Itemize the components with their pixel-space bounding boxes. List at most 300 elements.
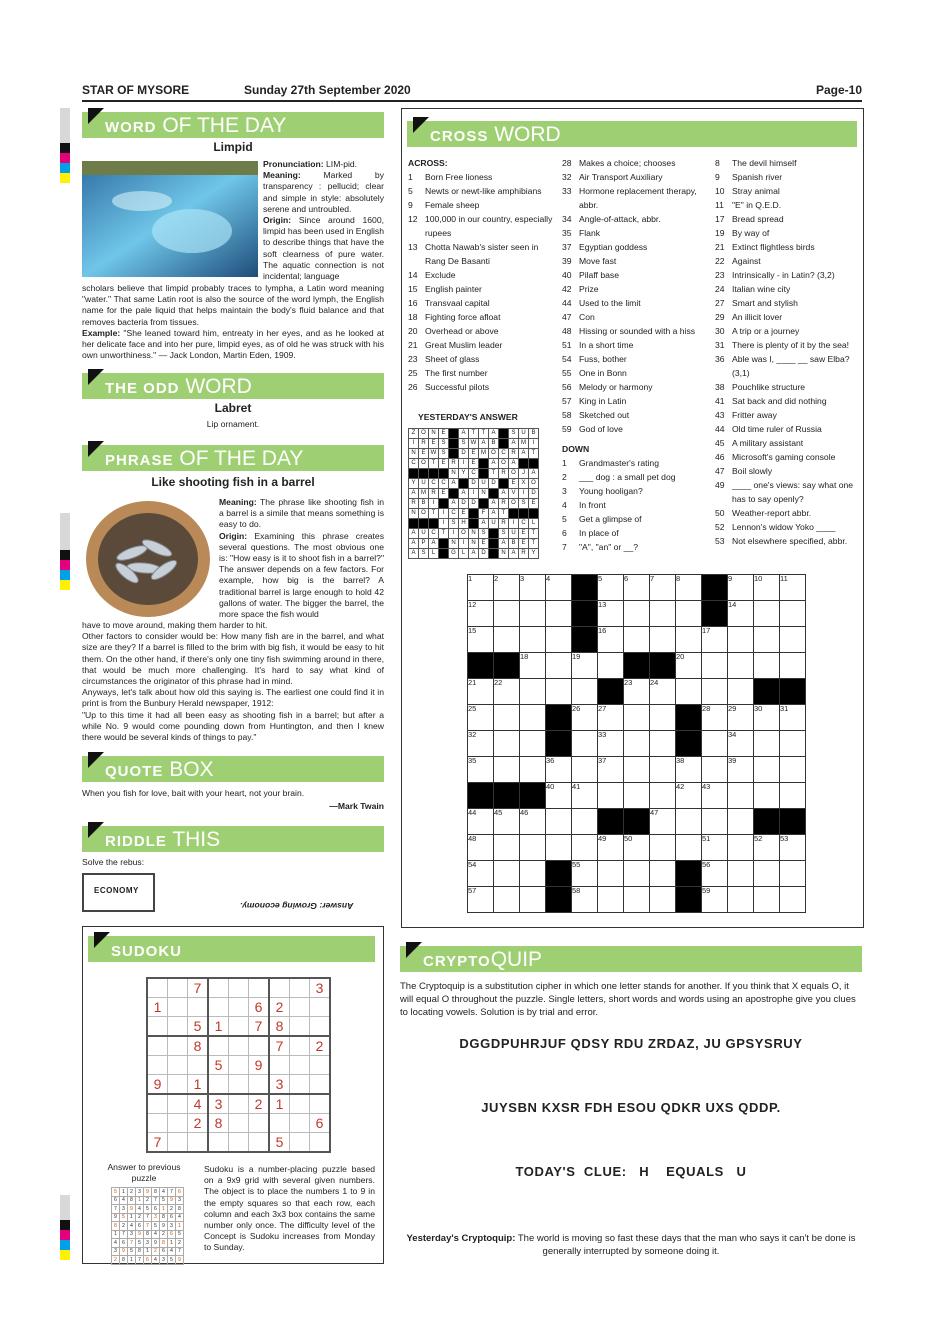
across-title: ACROSS:	[408, 158, 448, 168]
clue-item: 43 Fritter away	[715, 410, 777, 420]
crossword-cell[interactable]	[780, 887, 806, 913]
sudoku-cell[interactable]	[168, 1114, 188, 1133]
answer-cell: 1	[136, 1196, 144, 1205]
sudoku-cell[interactable]	[147, 1094, 168, 1114]
answer-cell: 7	[168, 1188, 176, 1197]
crossword-cell[interactable]: 9	[728, 575, 754, 601]
answer-cell: 9	[136, 1230, 144, 1239]
crossword-cell[interactable]	[702, 731, 728, 757]
crossword-cell[interactable]	[624, 627, 650, 653]
black-square	[520, 783, 546, 809]
sudoku-cell[interactable]	[290, 1094, 310, 1114]
crossword-cell[interactable]	[728, 861, 754, 887]
crossword-cell[interactable]: 52	[754, 835, 780, 861]
crossword-cell[interactable]: 12	[468, 601, 494, 627]
crossword-cell[interactable]	[676, 601, 702, 627]
crossword-cell[interactable]	[546, 627, 572, 653]
answer-cell: 3	[112, 1247, 120, 1256]
crossword-cell[interactable]	[624, 757, 650, 783]
crossword-cell[interactable]: 23	[624, 679, 650, 705]
clue-item: 18 Fighting force afloat	[408, 312, 501, 322]
sudoku-cell[interactable]	[168, 1094, 188, 1114]
crossword-cell[interactable]	[780, 653, 806, 679]
crossword-cell[interactable]	[754, 861, 780, 887]
crossword-cell[interactable]	[598, 887, 624, 913]
answer-cell: D	[529, 489, 539, 499]
sudoku-cell[interactable]	[290, 1056, 310, 1075]
crossword-cell[interactable]: 44	[468, 809, 494, 835]
black-square	[676, 705, 702, 731]
answer-cell: 9	[112, 1213, 120, 1222]
answer-cell: U	[419, 529, 429, 539]
answer-cell: O	[509, 499, 519, 509]
crossword-cell[interactable]: 36	[546, 757, 572, 783]
black-square	[479, 459, 489, 469]
sudoku-cell[interactable]	[229, 1094, 249, 1114]
clue-item: 4 In front	[562, 500, 606, 510]
crossword-cell[interactable]: 55	[572, 861, 598, 887]
answer-cell: X	[519, 479, 529, 489]
crossword-cell[interactable]	[728, 627, 754, 653]
color-registration-mark	[60, 1220, 70, 1260]
black-square	[494, 783, 520, 809]
crossword-cell[interactable]	[572, 679, 598, 705]
crossword-cell[interactable]: 25	[468, 705, 494, 731]
crossword-cell[interactable]	[520, 757, 546, 783]
crossword-cell[interactable]: 54	[468, 861, 494, 887]
sudoku-cell: 2	[188, 1114, 209, 1133]
answer-cell: 2	[120, 1222, 128, 1231]
crossword-cell[interactable]	[754, 757, 780, 783]
black-square	[529, 509, 539, 519]
page-header	[82, 80, 862, 102]
sudoku-cell[interactable]	[229, 978, 249, 998]
sudoku-cell[interactable]	[229, 998, 249, 1017]
crossword-cell[interactable]: 45	[494, 809, 520, 835]
sudoku-cell[interactable]	[208, 1133, 229, 1153]
clue-item: 17 Bread spread	[715, 214, 784, 224]
answer-cell: 1	[128, 1213, 136, 1222]
crossword-cell[interactable]	[546, 679, 572, 705]
crossword-cell[interactable]: 49	[598, 835, 624, 861]
crossword-cell[interactable]: 43	[702, 783, 728, 809]
crossword-cell[interactable]: 42	[676, 783, 702, 809]
crossword-cell[interactable]	[754, 783, 780, 809]
crossword-cell[interactable]	[780, 731, 806, 757]
crossword-cell[interactable]: 41	[572, 783, 598, 809]
clue-item: 24 Italian wine city	[715, 284, 791, 294]
crossword-cell[interactable]: 5	[598, 575, 624, 601]
crossword-cell[interactable]	[650, 783, 676, 809]
answer-cell: Y	[529, 549, 539, 559]
answer-cell: 6	[152, 1205, 160, 1214]
crossword-cell[interactable]: 24	[650, 679, 676, 705]
cryptoquip-clue: TODAY'S CLUE: H EQUALS U	[515, 1164, 747, 1179]
crossword-cell[interactable]	[780, 783, 806, 809]
clue-item: 9 Female sheep	[408, 200, 480, 210]
crossword-cell[interactable]: 20	[676, 653, 702, 679]
sudoku-cell: 1	[269, 1094, 290, 1114]
answer-cell: A	[479, 519, 489, 529]
sudoku-cell[interactable]	[168, 1133, 188, 1153]
crossword-cell[interactable]	[520, 887, 546, 913]
sudoku-cell[interactable]	[208, 978, 229, 998]
crossword-cell[interactable]	[494, 731, 520, 757]
quote-bar: QUOTE BOX	[82, 756, 384, 782]
crossword-cell[interactable]	[520, 601, 546, 627]
sudoku-cell[interactable]	[290, 998, 310, 1017]
answer-cell: M	[419, 489, 429, 499]
sudoku-cell[interactable]	[229, 1017, 249, 1037]
crossword-cell[interactable]	[728, 783, 754, 809]
sudoku-cell[interactable]	[290, 1114, 310, 1133]
crossword-cell[interactable]	[780, 757, 806, 783]
sudoku-cell[interactable]	[290, 978, 310, 998]
crossword-cell[interactable]: 22	[494, 679, 520, 705]
crossword-cell[interactable]	[572, 835, 598, 861]
answer-cell: A	[499, 539, 509, 549]
crossword-cell[interactable]	[624, 887, 650, 913]
crossword-cell[interactable]	[650, 835, 676, 861]
sudoku-cell: 5	[188, 1017, 209, 1037]
crossword-cell[interactable]	[598, 653, 624, 679]
crossword-cell[interactable]	[728, 653, 754, 679]
crossword-cell[interactable]: 38	[676, 757, 702, 783]
answer-cell: A	[529, 469, 539, 479]
crossword-cell[interactable]: 6	[624, 575, 650, 601]
crossword-cell[interactable]	[754, 731, 780, 757]
answer-cell: A	[409, 529, 419, 539]
answer-cell: D	[489, 479, 499, 489]
crossword-cell[interactable]	[520, 861, 546, 887]
crossword-cell[interactable]	[494, 835, 520, 861]
answer-cell: 2	[136, 1213, 144, 1222]
riddle-bar: RIDDLE THIS	[82, 826, 384, 852]
answer-cell: O	[499, 459, 509, 469]
clue-item: 42 Prize	[562, 284, 599, 294]
clue-item: 7 "A", "an" or __?	[562, 542, 639, 552]
answer-cell: I	[429, 499, 439, 509]
clue-item: 33 Hormone replacement therapy, abbr.	[562, 186, 697, 210]
odd-word-title: Labret	[214, 401, 252, 415]
sudoku-cell[interactable]	[310, 1075, 331, 1095]
crossword-cell[interactable]	[702, 679, 728, 705]
crossword-cell[interactable]	[650, 627, 676, 653]
crossword-cell[interactable]	[754, 627, 780, 653]
sudoku-cell[interactable]	[168, 1036, 188, 1056]
sudoku-cell[interactable]	[229, 1133, 249, 1153]
answer-cell: 4	[168, 1247, 176, 1256]
crossword-cell[interactable]: 28	[702, 705, 728, 731]
answer-cell: A	[449, 479, 459, 489]
crossword-cell[interactable]: 31	[780, 705, 806, 731]
crossword-cell[interactable]	[624, 783, 650, 809]
sudoku-cell[interactable]	[249, 1133, 270, 1153]
sudoku-cell[interactable]	[168, 1056, 188, 1075]
clues-down-col3	[715, 156, 857, 548]
black-square	[469, 519, 479, 529]
crossword-cell[interactable]: 26	[572, 705, 598, 731]
riddle-answer: Answer: Growing economy.	[240, 901, 354, 912]
sudoku-cell[interactable]	[229, 1036, 249, 1056]
answer-cell: L	[529, 519, 539, 529]
answer-cell: L	[429, 549, 439, 559]
crossword-cell[interactable]: 8	[676, 575, 702, 601]
sudoku-cell[interactable]	[147, 1036, 168, 1056]
crossword-cell[interactable]	[494, 601, 520, 627]
word-origin-continued: scholars believe that limpid probably traces to lympha, a Latin word meaning "water." That same Latin root is also the source of the word lymph, the English name for the pale liquid that helps maintain the body's fluid balance and that removes bacteria from tissues.	[82, 283, 384, 327]
sudoku-cell[interactable]	[168, 1075, 188, 1095]
crossword-cell[interactable]: 48	[468, 835, 494, 861]
answer-cell: 3	[176, 1196, 184, 1205]
crossword-cell[interactable]: 51	[702, 835, 728, 861]
sudoku-cell[interactable]	[229, 1056, 249, 1075]
crossword-cell[interactable]	[728, 835, 754, 861]
crossword-cell[interactable]: 7	[650, 575, 676, 601]
crossword-cell[interactable]	[572, 757, 598, 783]
crossword-cell[interactable]: 17	[702, 627, 728, 653]
answer-cell: R	[419, 439, 429, 449]
sudoku-cell[interactable]	[188, 1133, 209, 1153]
crossword-cell[interactable]: 35	[468, 757, 494, 783]
clue-item: 16 Transvaal capital	[408, 298, 490, 308]
clue-item: 32 Air Transport Auxiliary	[562, 172, 663, 182]
phrase-bar: PHRASE OF THE DAY	[82, 445, 384, 471]
word-example: Example: "She leaned toward him, entreaty in her eyes, and as he looked at her delicate face and into her pure, limpid eyes, as of old he was struck with his own unworthiness." — Jack London, Martin Eden, 1909.	[82, 328, 384, 361]
sudoku-cell: 6	[310, 1114, 331, 1133]
answer-cell: T	[479, 429, 489, 439]
answer-cell: 2	[168, 1205, 176, 1214]
sudoku-cell[interactable]	[310, 1133, 331, 1153]
crossword-cell[interactable]: 34	[728, 731, 754, 757]
crossword-cell[interactable]: 4	[546, 575, 572, 601]
sudoku-cell[interactable]	[168, 978, 188, 998]
answer-cell: I	[529, 439, 539, 449]
crossword-cell[interactable]: 1	[468, 575, 494, 601]
sudoku-cell[interactable]	[208, 1075, 229, 1095]
sudoku-cell[interactable]	[269, 1056, 290, 1075]
crossword-cell[interactable]: 10	[754, 575, 780, 601]
crossword-cell[interactable]	[572, 809, 598, 835]
sudoku-cell[interactable]	[208, 1036, 229, 1056]
sudoku-cell[interactable]	[188, 998, 209, 1017]
crossword-cell[interactable]: 15	[468, 627, 494, 653]
sudoku-cell[interactable]	[310, 1017, 331, 1037]
crossword-cell[interactable]: 11	[780, 575, 806, 601]
crossword-cell[interactable]	[780, 627, 806, 653]
odd-word-bar: THE ODD WORD	[82, 373, 384, 399]
crossword-cell[interactable]: 47	[650, 809, 676, 835]
black-square	[494, 653, 520, 679]
crossword-cell[interactable]: 59	[702, 887, 728, 913]
crossword-cell[interactable]	[676, 627, 702, 653]
crossword-cell[interactable]: 58	[572, 887, 598, 913]
crossword-cell[interactable]	[624, 601, 650, 627]
crossword-cell[interactable]	[676, 835, 702, 861]
sudoku-cell[interactable]	[147, 1017, 168, 1037]
crossword-cell[interactable]	[754, 601, 780, 627]
crossword-cell[interactable]	[598, 861, 624, 887]
crossword-cell[interactable]: 21	[468, 679, 494, 705]
answer-cell: B	[419, 499, 429, 509]
crossword-cell[interactable]: 56	[702, 861, 728, 887]
crossword-cell[interactable]	[546, 809, 572, 835]
crossword-cell[interactable]: 50	[624, 835, 650, 861]
crossword-cell[interactable]	[754, 887, 780, 913]
crossword-cell[interactable]	[494, 861, 520, 887]
sudoku-cell[interactable]	[249, 1075, 270, 1095]
yesterday-answer-grid	[408, 428, 539, 559]
sudoku-cell[interactable]	[249, 1114, 270, 1133]
answer-cell: 8	[160, 1213, 168, 1222]
crossword-cell[interactable]: 40	[546, 783, 572, 809]
crossword-cell[interactable]	[650, 887, 676, 913]
crossword-cell[interactable]	[624, 861, 650, 887]
sudoku-cell[interactable]	[269, 978, 290, 998]
crossword-cell[interactable]	[702, 757, 728, 783]
answer-cell: 3	[120, 1205, 128, 1214]
answer-cell: N	[469, 529, 479, 539]
crossword-cell[interactable]	[624, 705, 650, 731]
sudoku-cell[interactable]	[147, 1056, 168, 1075]
crossword-cell[interactable]	[494, 757, 520, 783]
sudoku-cell[interactable]	[188, 1056, 209, 1075]
crossword-cell[interactable]: 19	[572, 653, 598, 679]
crossword-cell[interactable]: 14	[728, 601, 754, 627]
answer-cell: 9	[120, 1247, 128, 1256]
answer-cell: 4	[112, 1239, 120, 1248]
sudoku-cell[interactable]	[290, 1036, 310, 1056]
answer-cell: C	[519, 519, 529, 529]
crossword-cell[interactable]	[520, 835, 546, 861]
sudoku-cell[interactable]	[310, 1094, 331, 1114]
crossword-cell[interactable]	[702, 653, 728, 679]
crossword-cell[interactable]: 2	[494, 575, 520, 601]
crossword-cell[interactable]	[572, 731, 598, 757]
crossword-cell[interactable]	[650, 757, 676, 783]
answer-cell: E	[509, 479, 519, 489]
crossword-cell[interactable]	[650, 705, 676, 731]
crossword-cell[interactable]	[728, 679, 754, 705]
answer-cell: Y	[409, 479, 419, 489]
answer-cell: H	[459, 519, 469, 529]
crossword-cell[interactable]	[494, 705, 520, 731]
sudoku-cell[interactable]	[290, 1017, 310, 1037]
clue-item: 23 Intrinsically - in Latin? (3,2)	[715, 270, 835, 280]
sudoku-cell[interactable]	[290, 1133, 310, 1153]
answer-cell: S	[509, 429, 519, 439]
crossword-cell[interactable]	[494, 887, 520, 913]
crossword-cell[interactable]: 18	[520, 653, 546, 679]
answer-cell: A	[509, 549, 519, 559]
crossword-cell[interactable]	[676, 809, 702, 835]
crossword-cell[interactable]	[702, 809, 728, 835]
crossword-cell[interactable]	[520, 705, 546, 731]
black-square	[546, 731, 572, 757]
answer-cell: 1	[144, 1247, 152, 1256]
crossword-cell[interactable]: 39	[728, 757, 754, 783]
crossword-cell[interactable]	[624, 731, 650, 757]
crossword-cell[interactable]	[676, 679, 702, 705]
crossword-cell[interactable]: 53	[780, 835, 806, 861]
answer-cell: 4	[160, 1188, 168, 1197]
clue-item: 9 Spanish river	[715, 172, 783, 182]
crossword-cell[interactable]	[754, 653, 780, 679]
sudoku-cell[interactable]	[168, 1017, 188, 1037]
crossword-cell[interactable]: 57	[468, 887, 494, 913]
answer-cell: S	[519, 499, 529, 509]
answer-cell: R	[519, 549, 529, 559]
crossword-cell[interactable]: 16	[598, 627, 624, 653]
crossword-cell[interactable]	[780, 601, 806, 627]
crossword-cell[interactable]	[650, 861, 676, 887]
crossword-cell[interactable]	[520, 627, 546, 653]
crossword-cell[interactable]	[650, 601, 676, 627]
crossword-cell[interactable]: 30	[754, 705, 780, 731]
sudoku-cell[interactable]	[249, 978, 270, 998]
sudoku-cell[interactable]	[229, 1075, 249, 1095]
sudoku-cell[interactable]	[168, 998, 188, 1017]
sudoku-cell[interactable]	[147, 1114, 168, 1133]
crossword-cell[interactable]	[780, 861, 806, 887]
crossword-cell[interactable]: 27	[598, 705, 624, 731]
sudoku-cell[interactable]	[290, 1075, 310, 1095]
black-square	[499, 429, 509, 439]
crossword-cell[interactable]: 3	[520, 575, 546, 601]
crossword-cell[interactable]: 32	[468, 731, 494, 757]
clue-item: 23 Sheet of glass	[408, 354, 480, 364]
sudoku-cell[interactable]	[229, 1114, 249, 1133]
sudoku-cell[interactable]	[310, 1056, 331, 1075]
sudoku-cell[interactable]	[147, 978, 168, 998]
clue-item: 45 A military assistant	[715, 438, 804, 448]
answer-cell: 7	[144, 1222, 152, 1231]
crossword-cell[interactable]	[494, 627, 520, 653]
crossword-cell[interactable]	[520, 679, 546, 705]
answer-cell: O	[489, 449, 499, 459]
black-square	[702, 601, 728, 627]
crossword-cell[interactable]	[520, 731, 546, 757]
answer-cell: S	[419, 549, 429, 559]
answer-cell: T	[439, 529, 449, 539]
crossword-cell[interactable]: 33	[598, 731, 624, 757]
crossword-cell[interactable]	[650, 731, 676, 757]
crossword-cell[interactable]	[546, 601, 572, 627]
clue-item: 25 The first number	[408, 368, 488, 378]
black-square	[409, 469, 419, 479]
crossword-cell[interactable]	[598, 783, 624, 809]
sudoku-cell[interactable]	[310, 998, 331, 1017]
sudoku-cell[interactable]	[208, 998, 229, 1017]
answer-cell: 9	[160, 1222, 168, 1231]
phrase-continued: have to move around, making them harder to hit. Other factors to consider would be: How many fish are in the barrel, and what size are they? If a barrel is filled to the brim with big fish, it would be easy to hit them. On the other hand, if there's only one tiny fish swimming around in there, that would be much more challenging. It's hard to say what kind of circumstances the originator of this phrase had in mind. Anyways, let's talk about how old this saying is. The earliest one could find it in print is from the Bunbury Herald newspaper, 1912: "Up to this time it had all been easy as shooting fish in a barrel; but after a while No. 9 would come pounding down from Huntington, and then I knew there would be several kinds of things to pay."	[82, 620, 384, 743]
crossword-cell[interactable]: 37	[598, 757, 624, 783]
clue-item: 47 Boil slowly	[715, 466, 773, 476]
crossword-cell[interactable]: 29	[728, 705, 754, 731]
crossword-cell[interactable]	[728, 809, 754, 835]
crossword-cell[interactable]	[728, 887, 754, 913]
crossword-cell[interactable]	[546, 835, 572, 861]
sudoku-cell[interactable]	[269, 1114, 290, 1133]
crossword-cell[interactable]: 46	[520, 809, 546, 835]
answer-cell: U	[479, 479, 489, 489]
answer-cell: D	[459, 499, 469, 509]
crossword-cell[interactable]	[546, 653, 572, 679]
sudoku-cell[interactable]	[249, 1036, 270, 1056]
crossword-cell[interactable]: 13	[598, 601, 624, 627]
black-square	[409, 519, 419, 529]
sudoku-description: Sudoku is a number-placing puzzle based on a 9x9 grid with several given numbers. The object is to place the numbers 1 to 9 in the empty squares so that each row, each column and each 3x3 box contains the same number only once. The difficulty level of the Concept is Sudoku increases from Monday to Sunday.	[204, 1164, 375, 1253]
